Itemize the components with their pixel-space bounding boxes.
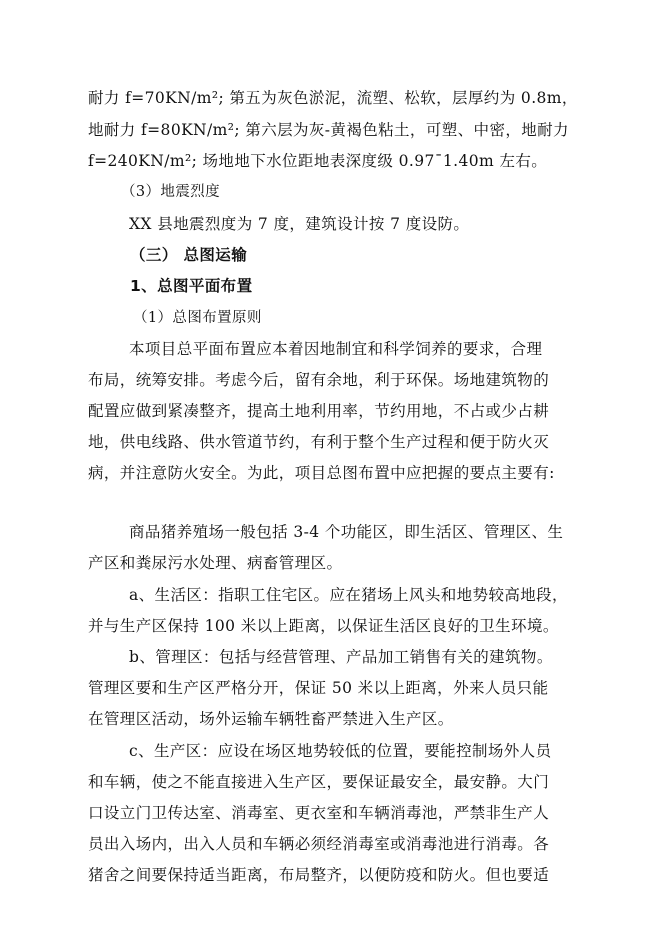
text-line: 并与生产区保持 100 米以上距离，以保证生活区良好的卫生环境。 xyxy=(88,617,559,635)
section-subheading: （3）地震烈度 xyxy=(121,184,221,200)
text-line: XX 县地震烈度为 7 度，建筑设计按 7 度设防。 xyxy=(129,215,470,233)
text-line: b、管理区：包括与经营管理、产品加工销售有关的建筑物。 xyxy=(129,648,553,666)
text-line: 地，供电线路、供水管道节约，有利于整个生产过程和便于防火灭 xyxy=(88,433,550,451)
text-line: 产区和粪尿污水处理、病畜管理区。 xyxy=(88,554,343,572)
section-heading: 1、总图平面布置 xyxy=(130,277,253,295)
text-line: 口设立门卫传达室、消毒室、更衣室和车辆消毒池，严禁非生产人 xyxy=(88,804,550,822)
text-line: c、生产区：应设在场区地势较低的位置，要能控制场外人员 xyxy=(129,742,552,760)
text-line: 员出入场内，出入人员和车辆必须经消毒室或消毒池进行消毒。各 xyxy=(88,835,550,853)
text-line: 配置应做到紧凑整齐，提高土地利用率，节约用地，不占或少占耕 xyxy=(88,402,550,420)
text-line: 病，并注意防火安全。为此，项目总图布置中应把握的要点主要有: xyxy=(88,464,555,482)
text-line: 猪舍之间要保持适当距离，布局整齐，以便防疫和防火。但也要适 xyxy=(88,866,550,884)
text-line: 在管理区活动，场外运输车辆牲畜严禁进入生产区。 xyxy=(88,710,454,728)
text-line: 耐力 f=70KN/m²; 第五为灰色淤泥，流塑、松软，层厚约为 0.8m， xyxy=(88,89,578,107)
section-subheading: （1）总图布置原则 xyxy=(133,310,262,326)
section-heading: （三） 总图运输 xyxy=(130,246,248,264)
text-line: 管理区要和生产区严格分开，保证 50 米以上距离，外来人员只能 xyxy=(88,679,549,697)
text-line: a、生活区：指职工住宅区。应在猪场上风头和地势较高地段， xyxy=(129,586,568,604)
text-line: 地耐力 f=80KN/m²; 第六层为灰-黄褐色粘土，可塑、中密，地耐力 xyxy=(88,121,569,139)
text-line: f=240KN/m²; 场地地下水位距地表深度级 0.97¯1.40m 左右。 xyxy=(88,152,548,170)
text-line: 和车辆，使之不能直接进入生产区，要保证最安全，最安静。大门 xyxy=(88,773,550,791)
text-line: 商品猪养殖场一般包括 3-4 个功能区，即生活区、管理区、生 xyxy=(129,523,564,541)
text-line: 本项目总平面布置应本着因地制宜和科学饲养的要求，合理 xyxy=(129,340,543,358)
text-line: 布局，统筹安排。考虑今后，留有余地，利于环保。场地建筑物的 xyxy=(88,371,550,389)
